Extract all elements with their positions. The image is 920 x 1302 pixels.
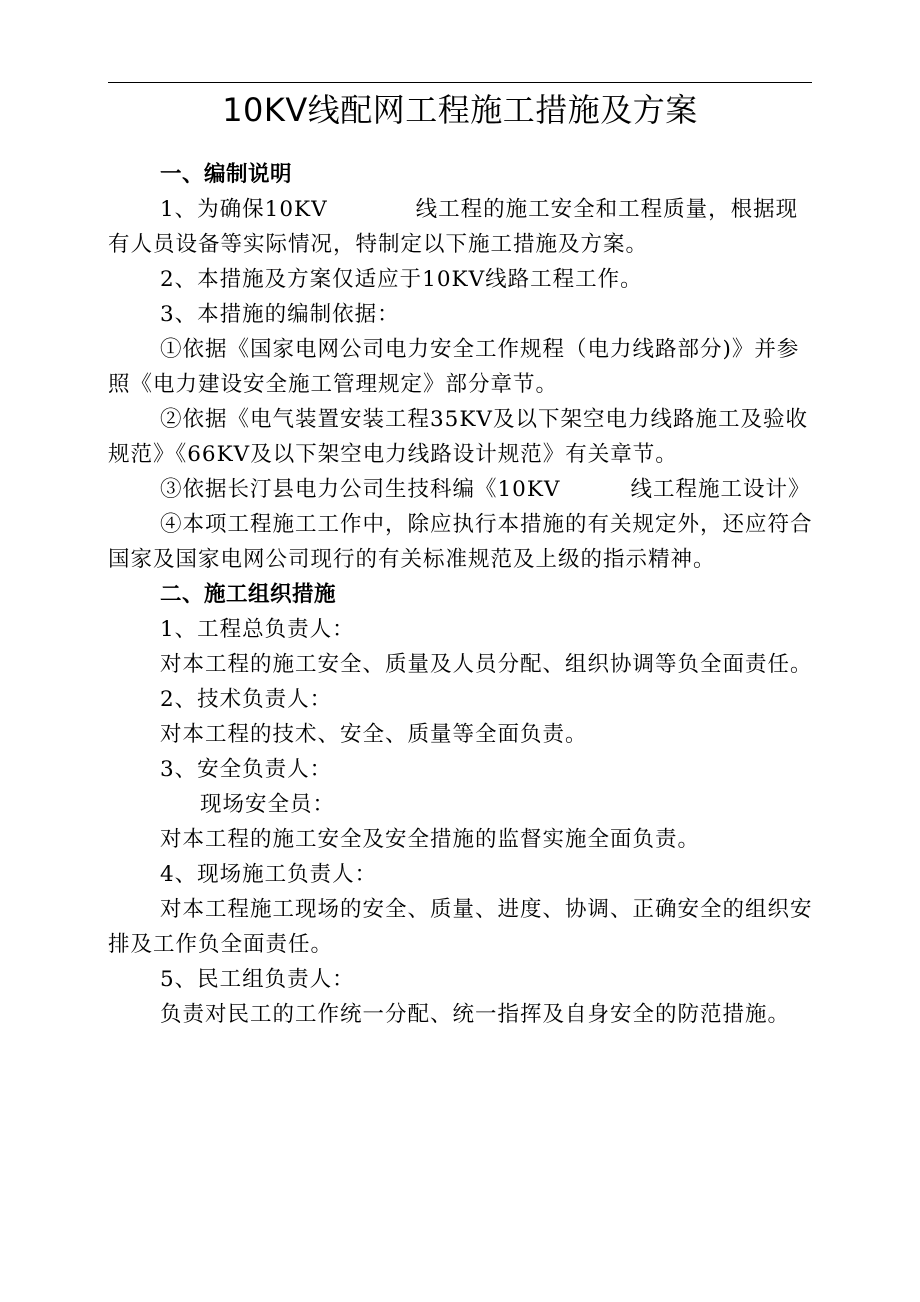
section-heading-compilation: 一、编制说明 [160,162,293,187]
role-4-description: 对本工程施工现场的安全、质量、进度、协调、正确安全的组织安排及工作负全面责任。 [108,897,813,957]
paragraph-basis-2: ②依据《电气装置安装工程35KV及以下架空电力线路施工及验收规范》《66KV及以下架空电力线路设计规范》有关章节。 [108,407,808,467]
paragraph-purpose [108,192,818,262]
role-1-title: 1、工程总负责人： [160,617,355,642]
paragraph-basis-1: ①依据《国家电网公司电力安全工作规程（电力线路部分)》并参照《电力建设安全施工管理规定》部分章节。 [108,337,800,397]
paragraph-basis-4: ④本项工程施工工作中，除应执行本措施的有关规定外，还应符合国家及国家电网公司现行的有关标准规范及上级的指示精神。 [108,512,813,572]
paragraph-basis-3 [108,472,818,507]
role-5-title: 5、民工组负责人： [160,967,355,992]
section-heading-organization: 二、施工组织措施 [160,582,337,607]
role-3-description: 对本工程的施工安全及安全措施的监督实施全面负责。 [160,827,701,852]
paragraph-purpose-start: 1、为确保10KV [160,197,328,222]
paragraph-basis-3-end: 线工程施工设计》 [630,477,811,502]
paragraph-scope: 2、本措施及方案仅适应于10KV线路工程工作。 [160,267,643,292]
role-3-title: 3、安全负责人： [160,757,333,782]
document-title: 10KV线配网工程施工措施及方案 [222,91,698,129]
paragraph-purpose-end: 线工程的施工安全和工程质量，根据现有人员设备等实际情况，特制定以下施工措施及方案。 [108,197,799,257]
role-2-description: 对本工程的技术、安全、质量等全面负责。 [160,722,588,747]
document-body [108,157,818,1032]
role-4-title: 4、现场施工负责人： [160,862,378,887]
paragraph-basis-heading: 3、本措施的编制依据： [160,302,400,327]
role-1-description: 对本工程的施工安全、质量及人员分配、组织协调等负全面责任。 [160,652,813,677]
role-5-description: 负责对民工的工作统一分配、统一指挥及自身安全的防范措施。 [160,1002,791,1027]
paragraph-basis-3-start: ③依据长汀县电力公司生技科编《10KV [160,477,561,502]
role-2-title: 2、技术负责人： [160,687,333,712]
header-rule [108,82,812,83]
role-3-subtitle: 现场安全员： [200,792,336,817]
